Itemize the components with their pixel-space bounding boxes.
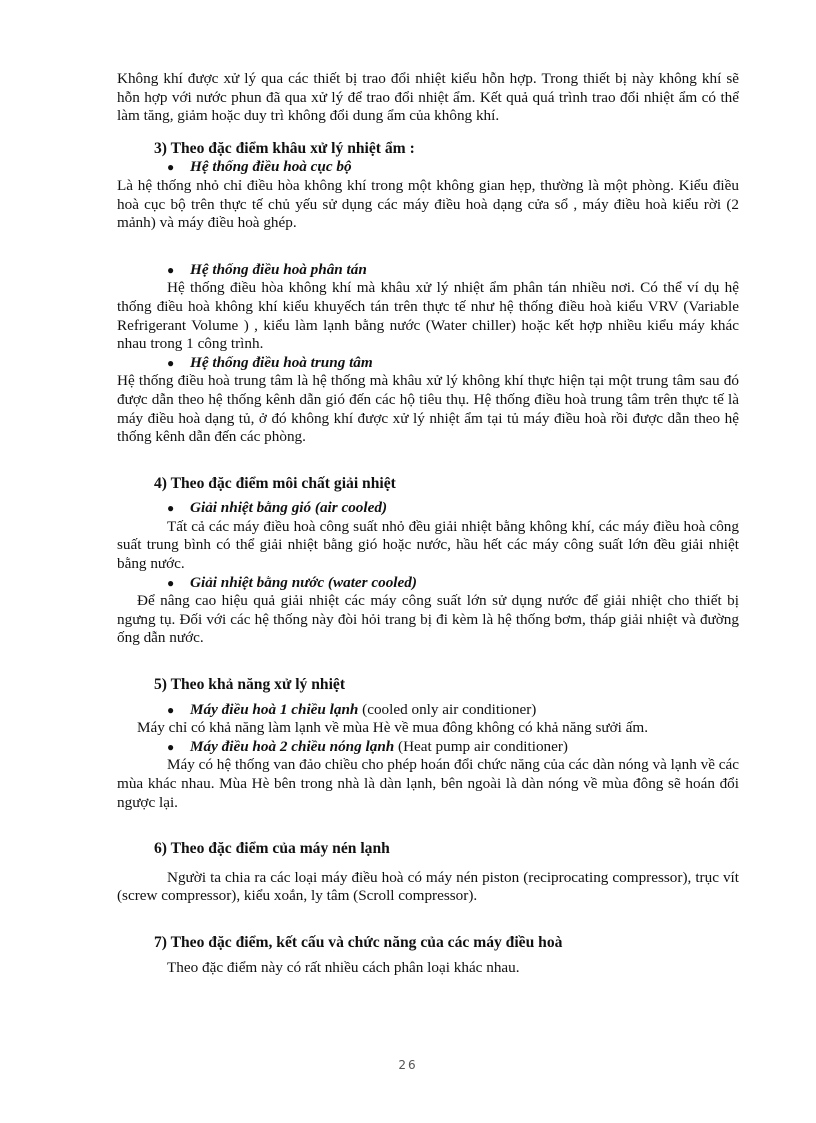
bullet-air-cooled: ● Giải nhiệt bằng gió (air cooled) (167, 499, 388, 517)
central-system-text: Hệ thống điều hoà trung tâm là hệ thống mà khâu xử lý không khí thực hiện tại một trung tâm sau đó được dẫn theo hệ thống kênh dẫn gió đến các hộ tiêu thụ. Hệ thống điều hoà trung tâm trên thực tế là máy điều hoà dạng tủ, ở đó không khí được xử lý nhiệt ẩm tại tủ máy điều hoà rồi được dẫn theo hệ thống kênh dẫn đến các phòng. (117, 372, 739, 446)
bullet-distributed-system: ● Hệ thống điều hoà phân tán (167, 260, 367, 278)
section-3-heading: 3) Theo đặc điểm khâu xử lý nhiệt ẩm : (154, 139, 415, 157)
bullet-icon: ● (167, 355, 175, 370)
section-4-heading: 4) Theo đặc điểm môi chất giải nhiệt (154, 474, 396, 492)
bullet-icon: ● (167, 702, 175, 717)
section-7-heading: 7) Theo đặc điểm, kết cấu và chức năng của các máy điều hoà (154, 933, 563, 951)
bullet-central-system: ● Hệ thống điều hoà trung tâm (167, 353, 373, 371)
section-5-heading: 5) Theo khả năng xử lý nhiệt (154, 676, 346, 694)
page-number: 26 (398, 1058, 418, 1072)
classification-text: Theo đặc điểm này có rất nhiều cách phân loại khác nhau. (167, 958, 520, 976)
water-cooled-text: Để nâng cao hiệu quả giải nhiệt các máy công suất lớn sử dụng nước để giải nhiệt cho thiết bị ngưng tụ. Đối với các hệ thống này đòi hỏi trang bị đi kèm là hệ thống bơm, tháp giải nhiệt và đường ống dẫn nước. (117, 592, 739, 647)
bullet-icon: ● (167, 739, 175, 754)
distributed-system-text: Hệ thống điều hòa không khí mà khâu xử lý nhiệt ẩm phân tán nhiều nơi. Có thể ví dụ hệ thống điều hoà không khí kiểu khuyếch tán trên thực tế như hệ thống điều hoà kiểu VRV (Variable Refrigerant Volume ) , kiểu làm lạnh bằng nước (Water chiller) hoặc kết hợp nhiều kiểu máy khác nhau trong 1 công trình. (117, 279, 739, 353)
bullet-icon: ● (167, 575, 175, 590)
bullet-heat-pump: ● Máy điều hoà 2 chiều nóng lạnh (Heat pump air conditioner) (167, 737, 568, 755)
document-body (117, 70, 739, 977)
local-system-text: Là hệ thống nhỏ chỉ điều hòa không khí trong một không gian hẹp, thường là một phòng. Kiểu điều hoà cục bộ trên thực tế chủ yếu sử dụng các máy điều hoà dạng cửa sổ , máy điều hoà kiểu rời (2 mảnh) và máy điều hoà ghép. (117, 176, 739, 232)
air-cooled-text: Tất cả các máy điều hoà công suất nhỏ đều giải nhiệt bằng không khí, các máy điều hoà công suất trung bình có thể giải nhiệt bằng gió hoặc nước, hầu hết các máy công suất lớn đều giải nhiệt bằng nước. (117, 517, 739, 573)
intro-paragraph: Không khí được xử lý qua các thiết bị trao đổi nhiệt kiểu hỗn hợp. Trong thiết bị này không khí sẽ hỗn hợp với nước phun đã qua xử lý để trao đổi nhiệt ẩm. Kết quả quá trình trao đổi nhiệt ẩm có thể làm tăng, giảm hoặc duy trì không đổi dung ẩm của không khí. (117, 70, 739, 125)
bullet-water-cooled: ● Giải nhiệt bằng nước (water cooled) (167, 573, 417, 591)
section-6-heading: 6) Theo đặc điểm của máy nén lạnh (154, 840, 390, 858)
bullet-icon: ● (167, 501, 175, 516)
cooling-only-text: Máy chỉ có khả năng làm lạnh về mùa Hè về mua đông không có khả năng sưởi ấm. (137, 719, 648, 737)
heat-pump-text: Máy có hệ thống van đảo chiều cho phép hoán đổi chức năng của các dàn nóng và lạnh về các mùa khác nhau. Mùa Hè bên trong nhà là dàn lạnh, bên ngoài là dàn nóng về mùa đông sẽ hoán đổi ngược lại. (117, 756, 739, 811)
bullet-local-system: ● Hệ thống điều hoà cục bộ (167, 158, 352, 176)
bullet-cooling-only: ● Máy điều hoà 1 chiều lạnh (cooled only air conditioner) (167, 700, 537, 718)
compressor-text: Người ta chia ra các loại máy điều hoà có máy nén piston (reciprocating compressor), trục vít (screw compressor), kiểu xoắn, ly tâm (Scroll compressor). (117, 868, 739, 905)
bullet-icon: ● (167, 160, 175, 175)
bullet-icon: ● (167, 262, 175, 277)
